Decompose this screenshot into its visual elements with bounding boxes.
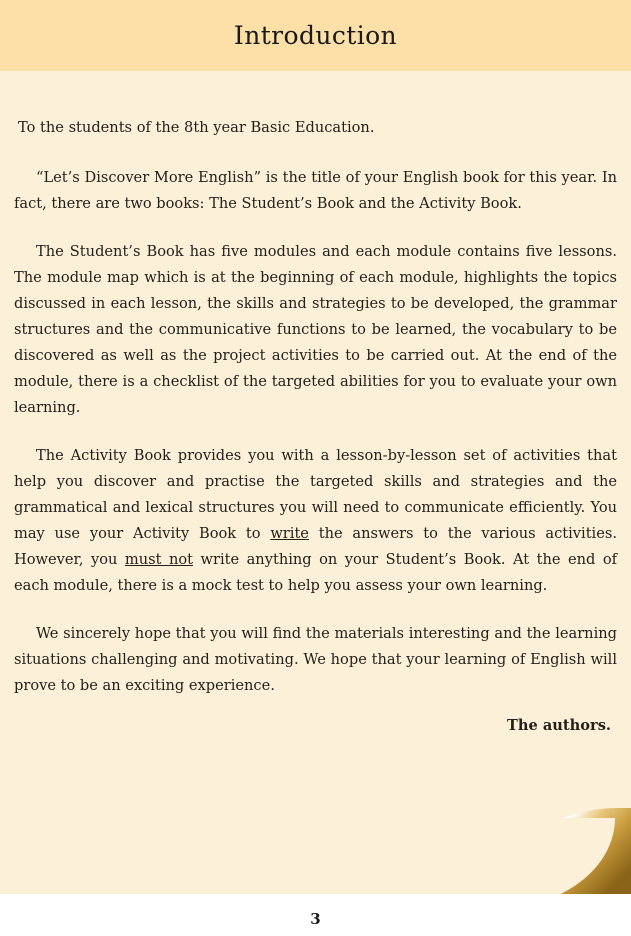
activity-text-part3: write anything on your Student’s Book. At the end of each module, there is a mock test to help you assess your own learning. [14,551,618,594]
salutation-paragraph: To the students of the 8th year Basic Education. [18,119,375,136]
paragraph-2: The Student’s Book has five modules and each module contains five lessons. The module map which is at the beginning of each module, highlights the topics discussed in each lesson, the skills and strategies to be developed, the grammar structures and the communicative functions to be learned, the vocabulary to be discovered as well as the project activities to be carried out. At the end of the module, there is a checklist of the targeted abilities for you to evaluate your own learning. [14,243,617,416]
signature: The authors. [507,717,611,734]
page-title: Introduction [233,21,398,50]
paragraph-1: “Let’s Discover More English” is the title of your English book for this year. In fact, there are two books: The Student’s Book and the Activity Book. [14,169,617,212]
paragraph-closing: We sincerely hope that you will find the materials interesting and the learning situations challenging and motivating. We hope that your learning of English will prove to be an exciting experience. [14,625,617,694]
page-number: 3 [310,910,321,928]
activity-text-part2: the answers to the various activities. However, you [14,525,617,568]
activity-underline-mustnot: must not [124,551,194,568]
activity-text-part1: The Activity Book provides you with a lesson-by-lesson set of activities that help you discover and practise the targeted skills and strategies and the grammatical and lexical structures you will need to communicate efficiently. You may use your Activity Book to [14,447,617,542]
page-content [0,71,631,936]
activity-underline-write: write [270,525,309,542]
paragraph-activity-book [14,443,617,599]
